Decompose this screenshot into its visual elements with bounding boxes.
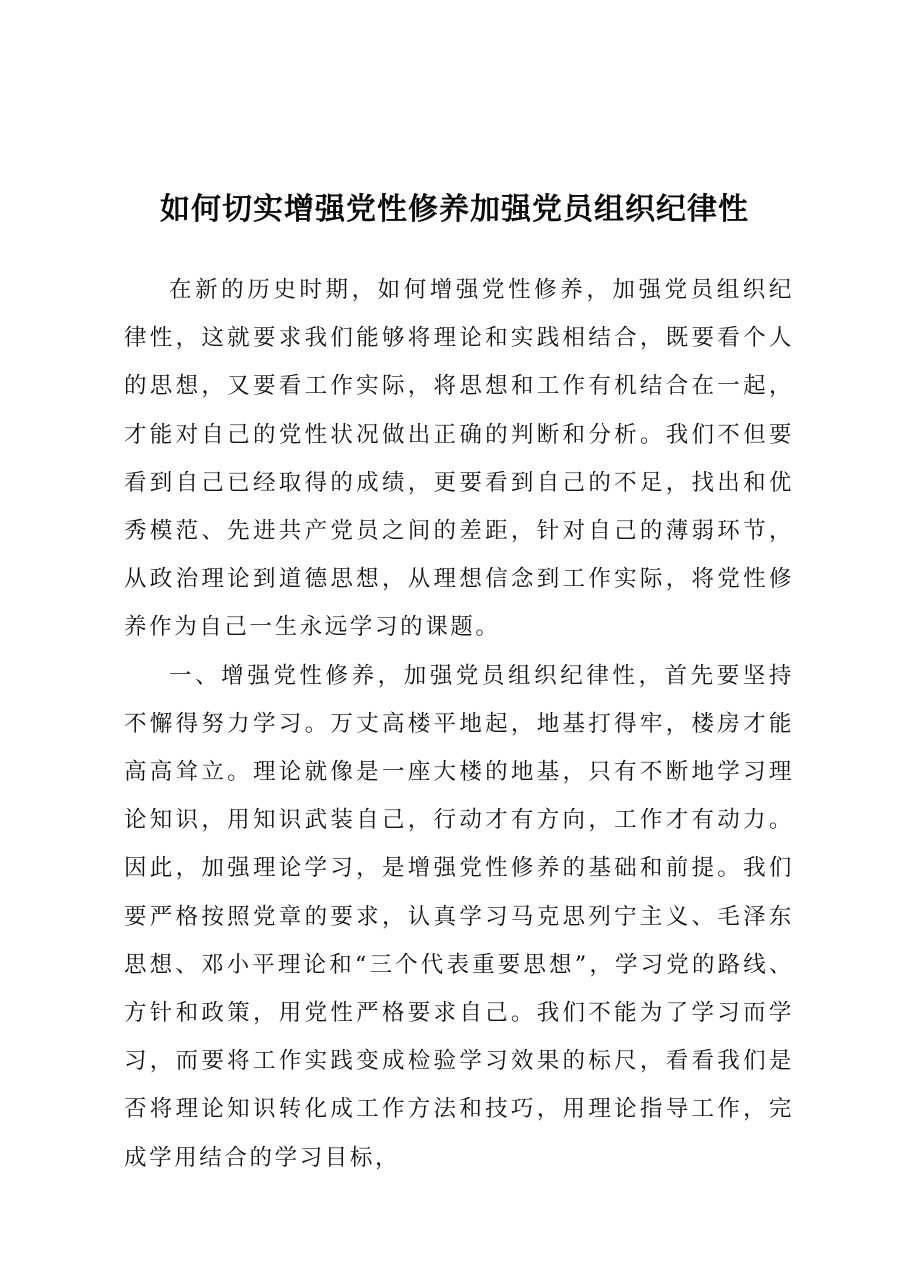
paragraph-intro: 在新的历史时期，如何增强党性修养，加强党员组织纪律性，这就要求我们能够将理论和实践相结合，既要看个人的思想，又要看工作实际，将思想和工作有机结合在一起，才能对自己的党性状况做出正确的判断和分析。我们不但要看到自己已经取得的成绩，更要看到自己的不足，找出和优秀模范、先进共产党员之间的差距，针对自己的薄弱环节，从政治理论到道德思想，从理想信念到工作实际，将党性修养作为自己一生永远学习的课题。 bbox=[124, 277, 794, 641]
paragraph-section-one: 一、增强党性修养，加强党员组织纪律性，首先要坚持不懈得努力学习。万丈高楼平地起，地基打得牢，楼房才能高高耸立。理论就像是一座大楼的地基，只有不断地学习理论知识，用知识武装自己，行动才有方向，工作才有动力。因此，加强理论学习，是增强党性修养的基础和前提。我们要严格按照党章的要求，认真学习马克思列宁主义、毛泽东思想、邓小平理论和“三个代表重要思想”，学习党的路线、方针和政策，用党性严格要求自己。我们不能为了学习而学习，而要将工作实践变成检验学习效果的标尺，看看我们是否将理论知识转化成工作方法和技巧，用理论指导工作，完成学用结合的学习目标， bbox=[124, 662, 794, 1171]
document-title: 如何切实增强党性修养加强党员组织纪律性 bbox=[160, 192, 749, 227]
document-body bbox=[124, 266, 794, 1182]
